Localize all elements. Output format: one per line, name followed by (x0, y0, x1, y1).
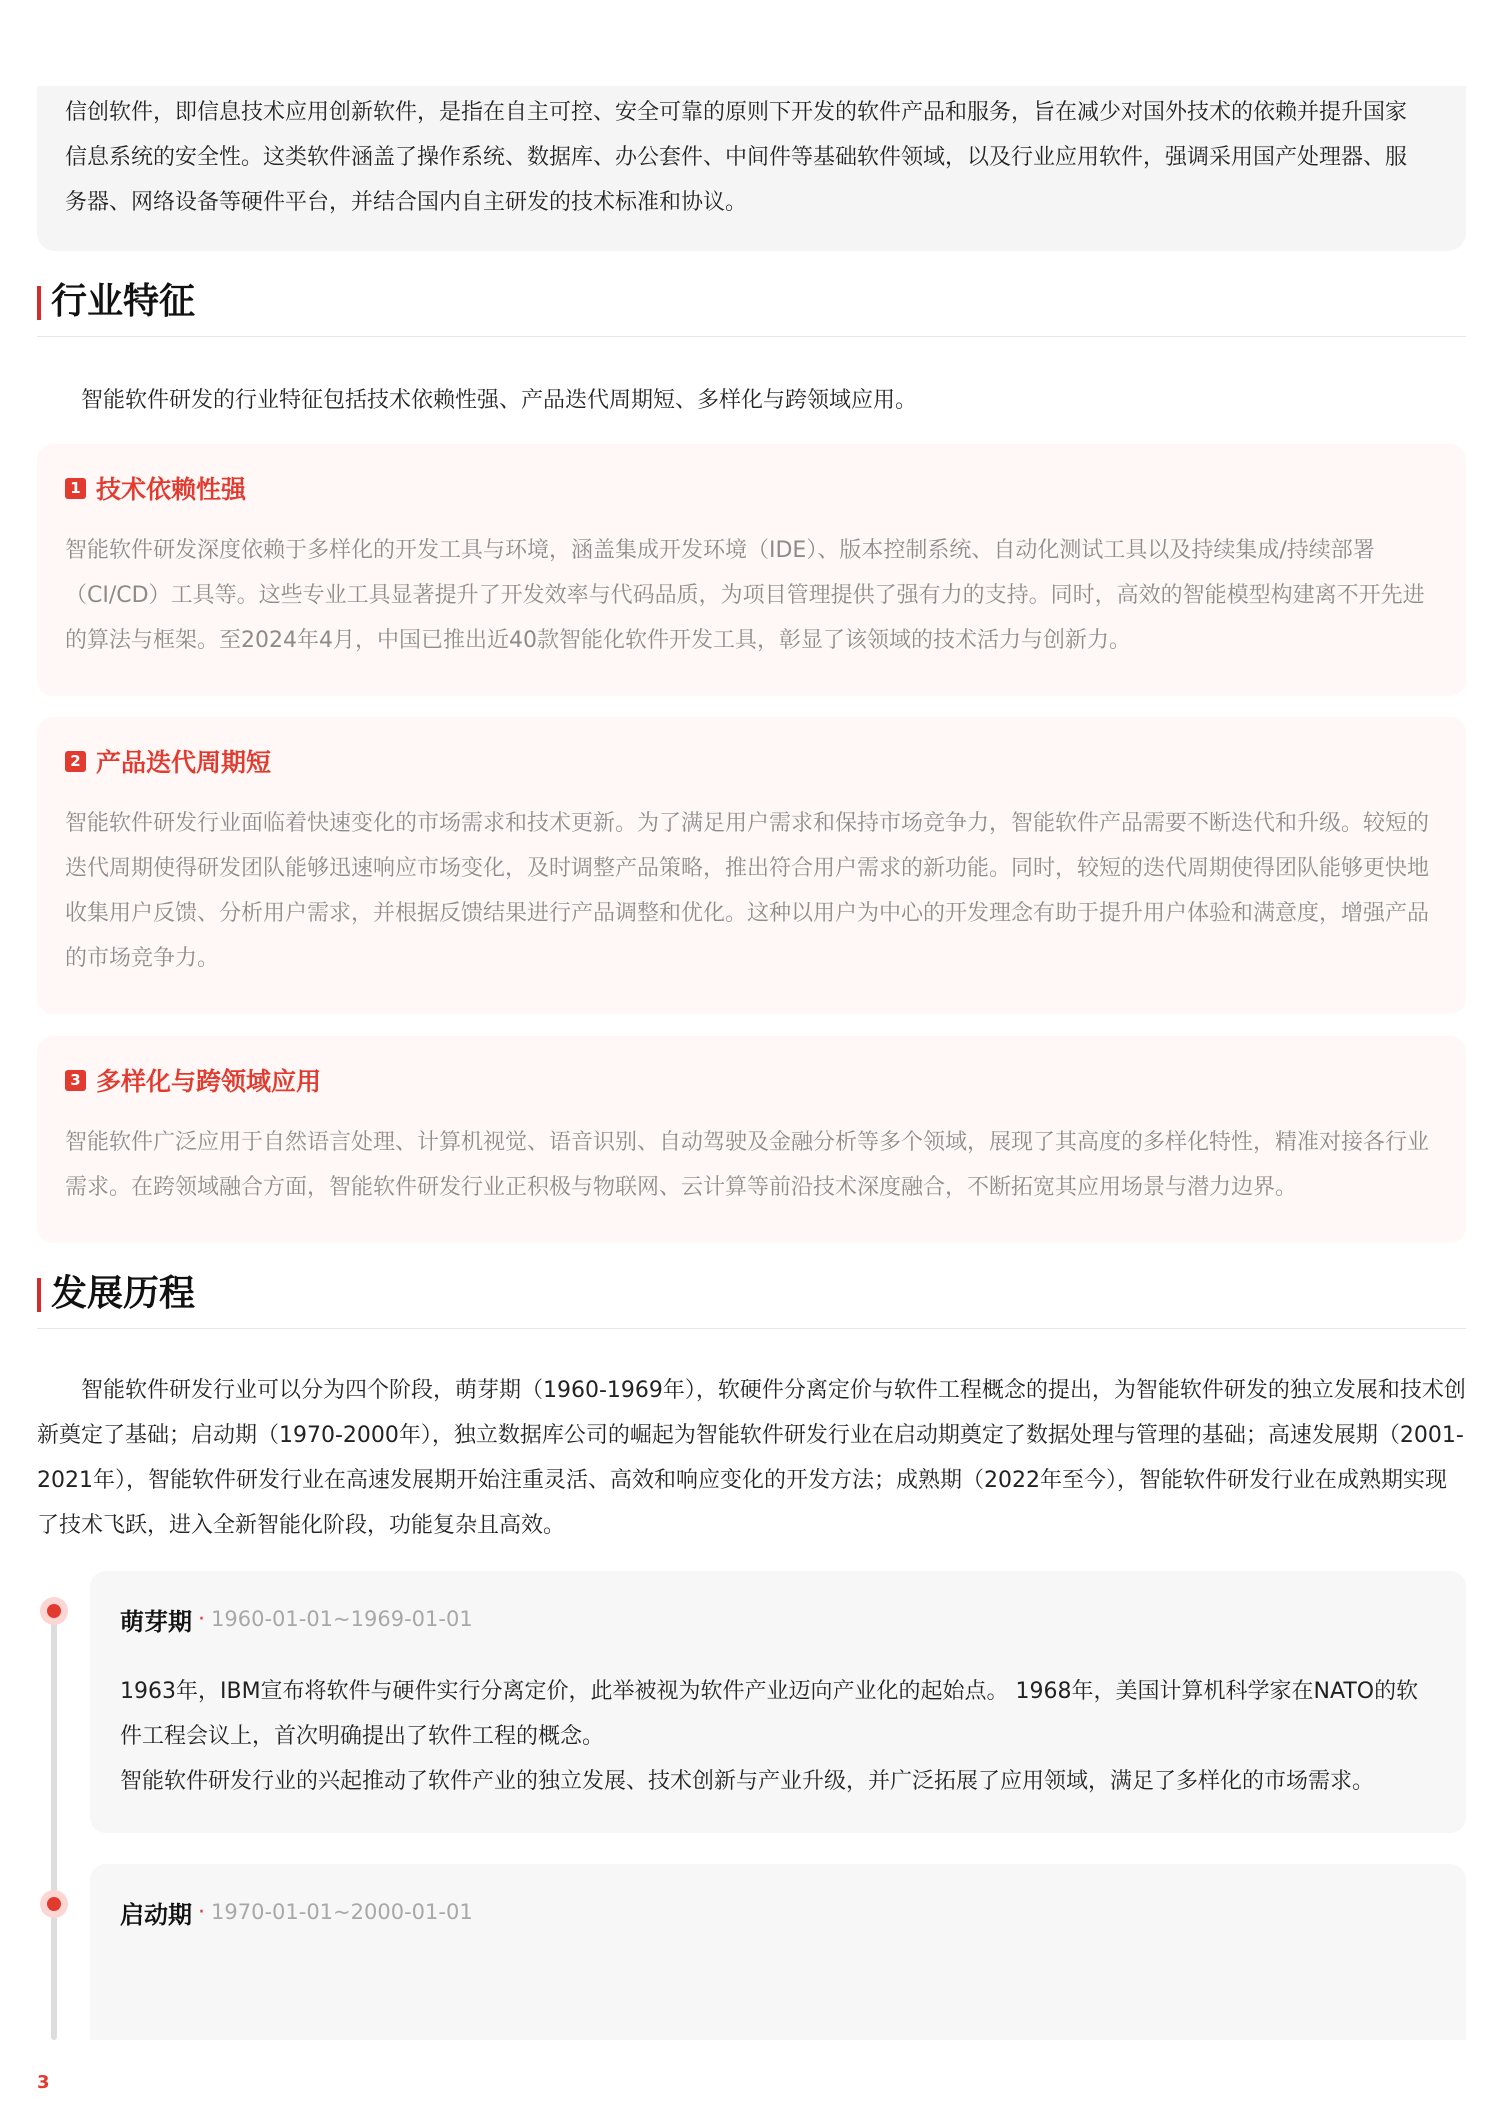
stage-body-paragraph-1: 1963年，IBM宣布将软件与硬件实行分离定价，此举被视为软件产业迈向产业化的起始点。 1968年，美国计算机科学家在NATO的软件工程会议上，首次明确提出了软件工程的概念。 (120, 1679, 1419, 1749)
number-badge: 3 (65, 1070, 86, 1091)
feature-card-3 (37, 1036, 1466, 1243)
timeline-dot (47, 1897, 61, 1911)
feature-body: 智能软件研发行业面临着快速变化的市场需求和技术更新。为了满足用户需求和保持市场竞争力，智能软件产品需要不断迭代和升级。较短的迭代周期使得研发团队能够迅速响应市场变化，及时调整产品策略，推出符合用户需求的新功能。同时，较短的迭代周期使得团队能够更快地收集用户反馈、分析用户需求，并根据反馈结果进行产品调整和优化。这种以用户为中心的开发理念有助于提升用户体验和满意度，增强产品的市场竞争力。 (65, 811, 1430, 971)
feature-title: 多样化与跨领域应用 (96, 1067, 322, 1096)
separator-dot: · (198, 1606, 205, 1632)
section-heading-features (37, 272, 1466, 337)
feature-card-1 (37, 444, 1466, 696)
heading-accent-bar (37, 286, 41, 320)
stage-name: 萌芽期 (120, 1607, 192, 1636)
features-lead: 智能软件研发的行业特征包括技术依赖性强、产品迭代周期短、多样化与跨领域应用。 (81, 388, 918, 413)
timeline-line (51, 1615, 57, 2040)
number-badge: 2 (65, 751, 86, 772)
stage-body (120, 1669, 1436, 1804)
history-lead: 智能软件研发行业可以分为四个阶段，萌芽期（1960-1969年），软硬件分离定价与软件工程概念的提出，为智能软件研发的独立发展和技术创新奠定了基础；启动期（1970-2000年），独立数据库公司的崛起为智能软件研发行业在启动期奠定了数据处理与管理的基础；高速发展期（2001-2021年），智能软件研发行业在高速发展期开始注重灵活、高效和响应变化的开发方法；成熟期（2022年至今），智能软件研发行业在成熟期实现了技术飞跃，进入全新智能化阶段，功能复杂且高效。 (37, 1378, 1466, 1538)
section-title-history: 发展历程 (51, 1273, 196, 1314)
stage-name: 启动期 (120, 1900, 192, 1929)
section-title-features: 行业特征 (51, 281, 196, 322)
feature-card-2 (37, 717, 1466, 1014)
intro-card (37, 86, 1466, 251)
timeline-card-1 (90, 1571, 1466, 1833)
timeline-card-2 (90, 1864, 1466, 2040)
number-badge: 1 (65, 478, 86, 499)
timeline-card-head (120, 1599, 1436, 1639)
stage-body-paragraph-2: 智能软件研发行业的兴起推动了软件产业的独立发展、技术创新与产业升级，并广泛拓展了应用领域，满足了多样化的市场需求。 (120, 1769, 1375, 1794)
feature-body: 智能软件广泛应用于自然语言处理、计算机视觉、语音识别、自动驾驶及金融分析等多个领域，展现了其高度的多样化特性，精准对接各行业需求。在跨领域融合方面，智能软件研发行业正积极与物联网、云计算等前沿技术深度融合，不断拓宽其应用场景与潜力边界。 (65, 1130, 1430, 1200)
stage-date-range: 1970-01-01~2000-01-01 (211, 1900, 473, 1924)
intro-text: 信创软件，即信息技术应用创新软件，是指在自主可控、安全可靠的原则下开发的软件产品和服务，旨在减少对国外技术的依赖并提升国家信息系统的安全性。这类软件涵盖了操作系统、数据库、办公套件、中间件等基础软件领域，以及行业应用软件，强调采用国产处理器、服务器、网络设备等硬件平台，并结合国内自主研发的技术标准和协议。 (65, 100, 1408, 215)
heading-accent-bar (37, 1278, 41, 1312)
separator-dot: · (198, 1899, 205, 1925)
stage-date-range: 1960-01-01~1969-01-01 (211, 1607, 473, 1631)
feature-title-row (65, 739, 1438, 783)
feature-title-row (65, 466, 1438, 510)
page-number: 3 (37, 2072, 50, 2093)
feature-title: 产品迭代周期短 (96, 748, 272, 777)
timeline-card-head (120, 1892, 1436, 1932)
feature-title-row (65, 1058, 1438, 1102)
section-heading-history (37, 1264, 1466, 1329)
feature-title: 技术依赖性强 (96, 475, 247, 504)
timeline-dot (47, 1604, 61, 1618)
feature-body: 智能软件研发深度依赖于多样化的开发工具与环境，涵盖集成开发环境（IDE）、版本控制系统、自动化测试工具以及持续集成/持续部署（CI/CD）工具等。这些专业工具显著提升了开发效率与代码品质，为项目管理提供了强有力的支持。同时，高效的智能模型构建离不开先进的算法与框架。至2024年4月，中国已推出近40款智能化软件开发工具，彰显了该领域的技术活力与创新力。 (65, 538, 1425, 653)
